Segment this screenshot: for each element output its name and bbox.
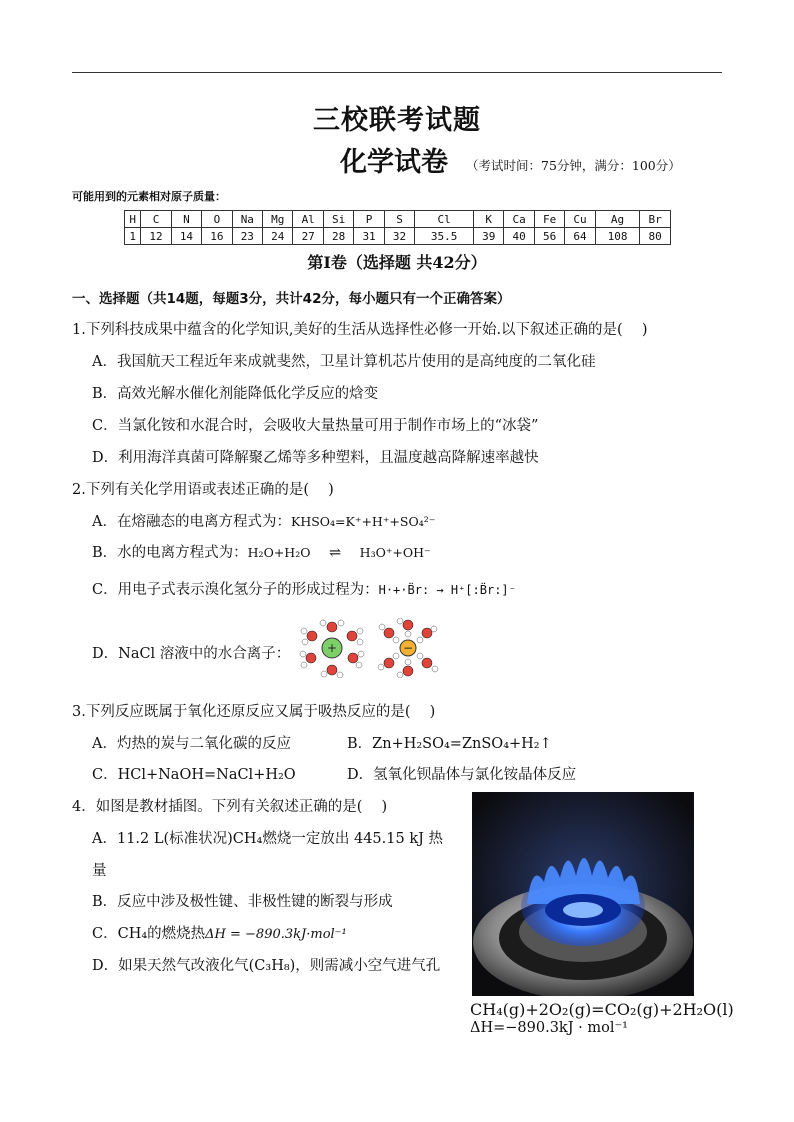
mass-cell: 28 [323, 228, 353, 245]
equilibrium-arrow-icon: ⇌ [328, 545, 342, 561]
enthalpy-formula: ΔH = −890.3kJ·mol⁻¹ [205, 927, 347, 942]
gas-flame-icon [472, 792, 694, 996]
section-title: 第Ⅰ卷（选择题 共42分） [307, 253, 487, 272]
figure-caption-enthalpy: ΔH=−890.3kJ · mol⁻¹ [470, 1020, 628, 1036]
hydrated-anion [378, 618, 438, 678]
option-text: C．CH₄的燃烧热 [92, 926, 206, 942]
question-2-stem: 2.下列有关化学用语或表述正确的是( ) [72, 482, 334, 498]
exam-time-note: （考试时间：75分钟，满分：100分） [466, 158, 681, 173]
option-text: D．NaCl 溶液中的水合离子： [92, 646, 291, 662]
exam-subtitle: 化学试卷 [340, 147, 448, 178]
element-cell: Na [232, 211, 262, 228]
gas-stove-photo [472, 792, 694, 996]
question-1-option-d: D．利用海洋真菌可降解聚乙烯等多种塑料，且温度越高降解速率越快 [92, 450, 539, 466]
mass-cell: 27 [293, 228, 323, 245]
mass-cell: 16 [202, 228, 232, 245]
question-4-option-d: D．如果天然气改液化气(C₃H₈)，则需减小空气进气孔 [92, 958, 441, 974]
question-4-option-a-cont: 量 [92, 863, 107, 879]
question-1-option-c: C．当氯化铵和水混合时，会吸收大量热量可用于制作市场上的“冰袋” [92, 418, 539, 434]
mass-cell: 80 [640, 228, 671, 245]
atomic-mass-label: 可能用到的元素相对原子质量： [72, 190, 226, 203]
water-right: H₃O⁺+OH⁻ [359, 545, 431, 560]
exam-title: 三校联考试题 [313, 105, 481, 136]
option-text: B．水的电离方程式为： [92, 545, 248, 561]
mass-cell: 32 [384, 228, 414, 245]
question-4-stem: 4．如图是教材插图。下列有关叙述正确的是( ) [72, 799, 388, 815]
hydrated-ions-icon [296, 618, 446, 678]
element-cell: K [473, 211, 503, 228]
question-3-option-b: B．Zn+H₂SO₄=ZnSO₄+H₂↑ [347, 736, 552, 752]
question-2-option-b [92, 541, 431, 562]
element-cell: P [354, 211, 384, 228]
question-3-option-c: C．HCl+NaOH=NaCl+H₂O [92, 767, 296, 783]
mass-cell: 40 [504, 228, 534, 245]
element-cell: O [202, 211, 232, 228]
ionization-equation: KHSO₄=K⁺+H⁺+SO₄²⁻ [290, 514, 436, 529]
mass-cell: 14 [171, 228, 201, 245]
mass-cell: 23 [232, 228, 262, 245]
element-cell: Mg [263, 211, 293, 228]
element-cell: Ca [504, 211, 534, 228]
question-1-option-b: B．高效光解水催化剂能降低化学反应的焓变 [92, 386, 379, 402]
question-4-option-a: A．11.2 L(标准状况)CH₄燃烧一定放出 445.15 kJ 热 [92, 831, 444, 847]
mass-cell: 24 [263, 228, 293, 245]
header-rule [72, 72, 722, 73]
mass-cell: 64 [565, 228, 595, 245]
question-3-stem: 3.下列反应既属于氧化还原反应又属于吸热反应的是( ) [72, 704, 436, 720]
element-cell: N [171, 211, 201, 228]
element-cell: Ag [595, 211, 640, 228]
element-cell: S [384, 211, 414, 228]
question-1-stem: 1.下列科技成果中蕴含的化学知识,美好的生活从选择性必修一开始.以下叙述正确的是( ) [72, 322, 648, 338]
element-cell: H [125, 211, 141, 228]
electron-dot-formula: H·+·B̈r: → H⁺[:B̈r:]⁻ [378, 583, 516, 597]
water-left: H₂O+H₂O [247, 545, 311, 560]
question-4-option-b: B．反应中涉及极性键、非极性键的断裂与形成 [92, 894, 393, 910]
question-3-option-a: A．灼热的炭与二氧化碳的反应 [92, 736, 291, 752]
mass-cell: 39 [473, 228, 503, 245]
mass-cell: 56 [534, 228, 564, 245]
element-cell: C [141, 211, 171, 228]
element-cell: Fe [534, 211, 564, 228]
question-2-option-a [92, 510, 435, 531]
option-text: C．用电子式表示溴化氢分子的形成过程为： [92, 582, 379, 598]
mass-cell: 1 [125, 228, 141, 245]
mass-cell: 108 [595, 228, 640, 245]
question-2-option-c [92, 578, 516, 599]
svg-text:+: + [326, 641, 338, 655]
question-3-option-d: D．氢氧化钡晶体与氯化铵晶体反应 [347, 767, 577, 783]
mass-cell: 31 [354, 228, 384, 245]
option-text: A．在熔融态的电离方程式为： [92, 514, 291, 530]
element-cell: Br [640, 211, 671, 228]
figure-caption-equation: CH₄(g)+2O₂(g)=CO₂(g)+2H₂O(l) [470, 1000, 734, 1019]
question-4-option-c [92, 922, 347, 943]
svg-text:−: − [402, 641, 414, 655]
part-title: 一、选择题（共14题，每题3分，共计42分，每小题只有一个正确答案） [72, 291, 511, 307]
atomic-mass-table [124, 210, 671, 245]
mass-cell: 35.5 [415, 228, 474, 245]
question-1-option-a: A．我国航天工程近年来成就斐然，卫星计算机芯片使用的是高纯度的二氧化硅 [92, 354, 596, 370]
element-cell: Cl [415, 211, 474, 228]
hydrated-cation [300, 620, 364, 678]
mass-row [125, 228, 671, 245]
element-cell: Al [293, 211, 323, 228]
element-cell: Cu [565, 211, 595, 228]
mass-cell: 12 [141, 228, 171, 245]
element-row [125, 211, 671, 228]
question-2-option-d [92, 642, 290, 663]
element-cell: Si [323, 211, 353, 228]
